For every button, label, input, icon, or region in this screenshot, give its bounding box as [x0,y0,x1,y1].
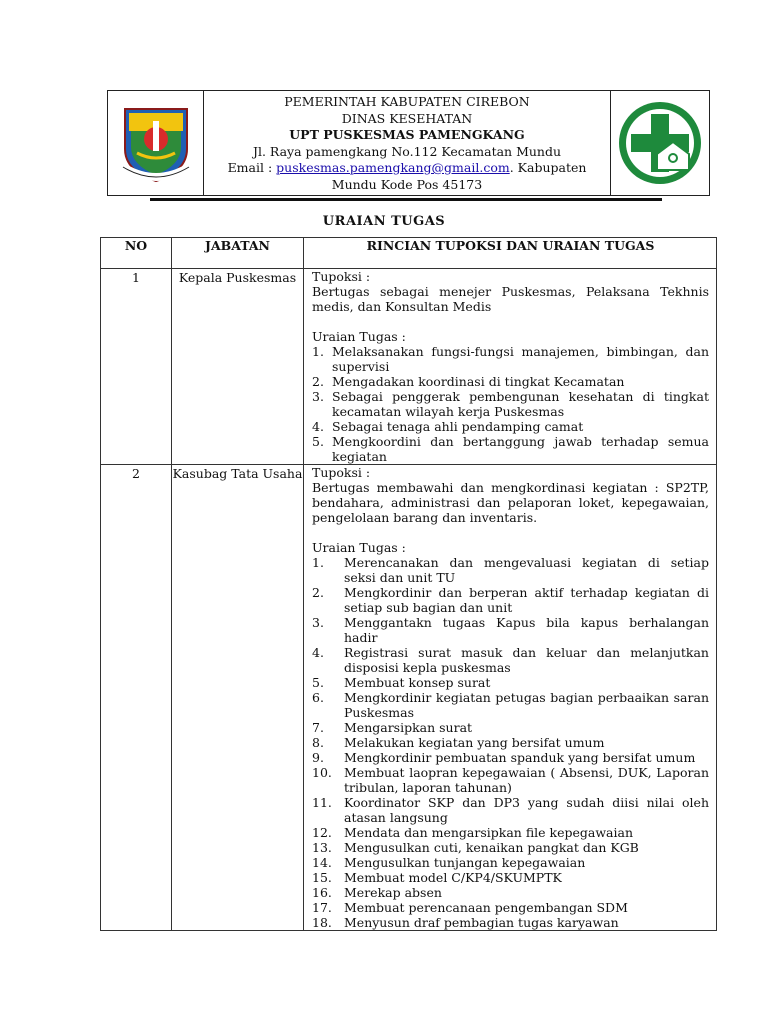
letterhead-line-2: DINAS KESEHATAN [341,110,473,126]
list-item [312,374,709,389]
task-number: 10. [312,765,332,780]
task-number: 5. [312,675,324,690]
task-text: Membuat konsep surat [344,675,491,690]
cirebon-emblem-icon [117,101,195,185]
row-jabatan: Kepala Puskesmas [172,269,304,465]
task-number: 16. [312,885,332,900]
letterhead-address: Jl. Raya pamengkang No.112 Kecamatan Mundu [252,143,562,159]
list-item [312,915,709,930]
task-text: Sebagai penggerak pembengunan kesehatan di tingkat kecamatan wilayah kerja Puskesmas [332,389,709,419]
letterhead-postal: Mundu Kode Pos 45173 [331,176,483,192]
list-item [312,720,709,735]
task-number: 18. [312,915,332,930]
tupoksi-text: Bertugas sebagai menejer Puskesmas, Pelaksana Tekhnis medis, dan Konsultan Medis [312,284,709,314]
list-item [312,585,709,615]
header-no: NO [101,238,172,269]
letterhead-email-line [204,160,610,177]
task-text: Mengarsipkan surat [344,720,473,735]
task-number: 17. [312,900,332,915]
task-text: Merencanakan dan mengevaluasi kegiatan di setiap seksi dan unit TU [344,555,709,585]
row-jabatan: Kasubag Tata Usaha [172,465,304,931]
task-number: 8. [312,735,324,750]
puskesmas-logo-icon [617,100,703,186]
task-number: 7. [312,720,324,735]
task-text: Membuat laopran kepegawaian ( Absensi, DUK, Laporan tribulan, laporan tahunan) [344,765,709,795]
task-number: 4. [312,419,324,434]
list-item [312,840,709,855]
task-text: Melaksanakan fungsi-fungsi manajemen, bimbingan, dan supervisi [332,344,709,374]
list-item [312,735,709,750]
email-link[interactable]: puskesmas.pamengkang@gmail.com [276,160,510,175]
row-number: 2 [101,465,172,931]
task-text: Menggantakn tugaas Kapus bila kapus berhalangan hadir [344,615,709,645]
header-jabatan: JABATAN [172,238,304,269]
email-prefix: Email : [227,160,277,175]
task-number: 15. [312,870,332,885]
list-item [312,690,709,720]
right-logo-cell [611,91,709,195]
task-text: Melakukan kegiatan yang bersifat umum [344,735,605,750]
list-item [312,344,709,374]
list-item [312,615,709,645]
letterhead [107,90,710,196]
list-item [312,795,709,825]
task-list [312,344,709,464]
row-rincian [304,465,717,931]
task-text: Mengkoordini dan bertanggung jawab terhadap semua kegiatan [332,434,709,464]
list-item [312,750,709,765]
task-text: Koordinator SKP dan DP3 yang sudah diisi nilai oleh atasan langsung [344,795,709,825]
header-rincian: RINCIAN TUPOKSI DAN URAIAN TUGAS [304,238,717,269]
task-text: Mengusulkan cuti, kenaikan pangkat dan KGB [344,840,639,855]
task-number: 11. [312,795,332,810]
task-text: Mengadakan koordinasi di tingkat Kecamatan [332,374,625,389]
task-number: 5. [312,434,324,449]
task-number: 4. [312,645,324,660]
uraian-label: Uraian Tugas : [312,329,406,344]
row-number: 1 [101,269,172,465]
task-number: 2. [312,585,324,600]
task-number: 9. [312,750,324,765]
task-number: 3. [312,389,324,404]
list-item [312,855,709,870]
list-item [312,825,709,840]
duty-table [100,237,717,931]
task-number: 14. [312,855,332,870]
task-text: Mengkordinir pembuatan spanduk yang bersifat umum [344,750,696,765]
email-suffix: . Kabupaten [509,160,587,175]
task-text: Merekap absen [344,885,442,900]
task-number: 12. [312,825,332,840]
task-text: Mengusulkan tunjangan kepegawaian [344,855,586,870]
table-row [101,269,717,465]
list-item [312,434,709,464]
task-text: Sebagai tenaga ahli pendamping camat [332,419,584,434]
list-item [312,870,709,885]
task-number: 6. [312,690,324,705]
letterhead-line-1: PEMERINTAH KABUPATEN CIREBON [284,94,530,109]
list-item [312,900,709,915]
task-text: Membuat model C/KP4/SKUMPTK [344,870,562,885]
task-list [312,555,709,930]
list-item [312,389,709,419]
task-text: Mengkordinir dan berperan aktif terhadap kegiatan di setiap sub bagian dan unit [344,585,709,615]
row-rincian [304,269,717,465]
list-item [312,675,709,690]
task-number: 3. [312,615,324,630]
uraian-label: Uraian Tugas : [312,540,406,555]
task-text: Menyusun draf pembagian tugas karyawan [344,915,619,930]
task-number: 1. [312,344,324,359]
tupoksi-label: Tupoksi : [312,465,371,480]
letterhead-institution: UPT PUSKESMAS PAMENGKANG [289,127,525,142]
list-item [312,555,709,585]
tupoksi-text: Bertugas membawahi dan mengkordinasi kegiatan : SP2TP, bendahara, administrasi dan pelaporan loket, kepegawaian, pengelolaan barang dan inventaris. [312,480,709,525]
letterhead-rule [150,198,662,201]
letterhead-text [204,91,611,195]
task-number: 13. [312,840,332,855]
document-title: URAIAN TUGAS [322,214,446,229]
list-item [312,885,709,900]
task-text: Mendata dan mengarsipkan file kepegawaian [344,825,634,840]
list-item [312,765,709,795]
task-text: Registrasi surat masuk dan keluar dan melanjutkan disposisi kepla puskesmas [344,645,709,675]
task-text: Membuat perencanaan pengembangan SDM [344,900,628,915]
list-item [312,419,709,434]
task-number: 1. [312,555,324,570]
task-number: 2. [312,374,324,389]
tupoksi-label: Tupoksi : [312,269,371,284]
left-logo-cell [108,91,204,195]
task-text: Mengkordinir kegiatan petugas bagian perbaaikan saran Puskesmas [344,690,709,720]
table-row [101,465,717,931]
list-item [312,645,709,675]
table-header-row [101,238,717,269]
